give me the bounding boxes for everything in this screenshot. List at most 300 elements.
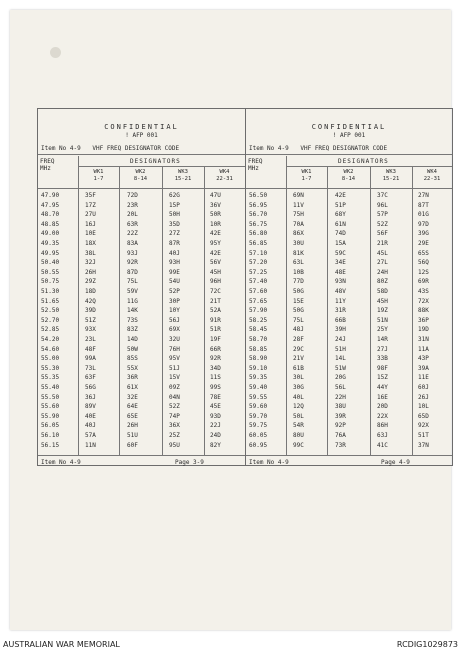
designator-cell: 54R bbox=[293, 422, 304, 430]
designator-cell: 77D bbox=[293, 278, 304, 286]
right-footer-item: Item No 4-9 bbox=[249, 459, 289, 466]
designator-cell: 50H bbox=[169, 211, 180, 219]
week-label: WK4 bbox=[219, 169, 230, 175]
designator-cell: 96L bbox=[377, 201, 388, 209]
designator-cell: 74P bbox=[169, 412, 180, 420]
designator-cell: 38L bbox=[85, 249, 96, 257]
frequency-cell: 59.60 bbox=[249, 403, 268, 411]
designator-cell: 11N bbox=[85, 441, 96, 449]
freq-unit-label: MHz bbox=[248, 165, 259, 172]
designator-cell: 92R bbox=[127, 259, 138, 267]
frequency-cell: 59.35 bbox=[249, 374, 268, 382]
designator-cell: 36R bbox=[127, 374, 138, 382]
frequency-cell: 55.00 bbox=[41, 355, 60, 363]
designator-cell: 11Y bbox=[335, 297, 346, 305]
week-label: WK2 bbox=[135, 169, 146, 175]
designator-cell: 81K bbox=[293, 249, 304, 257]
designator-cell: 56J bbox=[169, 316, 180, 324]
designator-cell: 50R bbox=[210, 211, 221, 219]
designator-cell: 97D bbox=[418, 220, 429, 228]
designator-cell: 51H bbox=[335, 345, 346, 353]
designator-cell: 14K bbox=[127, 307, 138, 315]
designator-cell: 56V bbox=[210, 259, 221, 267]
designator-cell: 54U bbox=[169, 278, 180, 286]
frequency-cell: 58.45 bbox=[249, 326, 268, 334]
designator-cell: 26H bbox=[85, 268, 96, 276]
designator-cell: 14D bbox=[127, 336, 138, 343]
designator-cell: 39A bbox=[418, 364, 429, 372]
designator-cell: 50W bbox=[127, 345, 138, 353]
designator-cell: 72D bbox=[127, 192, 138, 199]
designator-cell: 99E bbox=[169, 268, 180, 276]
designator-cell: 29C bbox=[293, 345, 304, 353]
designator-cell: 87T bbox=[418, 201, 429, 209]
designator-cell: 66R bbox=[210, 345, 221, 353]
designator-cell: 80U bbox=[293, 432, 304, 439]
frequency-cell: 49.35 bbox=[41, 240, 60, 247]
designator-cell: 82Y bbox=[210, 441, 221, 449]
designator-cell: 45L bbox=[377, 249, 388, 257]
designator-cell: 10L bbox=[418, 403, 429, 411]
frequency-cell: 59.40 bbox=[249, 384, 268, 391]
frequency-cell: 48.70 bbox=[41, 211, 60, 219]
designator-cell: 12S bbox=[418, 268, 429, 276]
designator-cell: 35D bbox=[169, 220, 180, 228]
designator-cell: 29Z bbox=[85, 278, 96, 286]
freq-header bbox=[248, 158, 262, 172]
freq-header-label: FREQ bbox=[40, 158, 55, 165]
week-days: 8-14 bbox=[133, 176, 148, 182]
designator-cell: 19Z bbox=[377, 307, 388, 315]
designator-cell: 15P bbox=[169, 201, 180, 209]
designator-cell: 39D bbox=[85, 307, 96, 315]
designator-cell: 10R bbox=[210, 220, 221, 228]
frequency-cell: 51.65 bbox=[41, 297, 60, 305]
designator-cell: 56F bbox=[377, 230, 388, 238]
designator-cell: 44Y bbox=[377, 384, 388, 391]
designator-cell: 18X bbox=[85, 240, 96, 247]
item-label: Item No 4-9 bbox=[249, 145, 289, 152]
designator-cell: 91R bbox=[210, 316, 221, 324]
week-days: 15-21 bbox=[382, 176, 400, 182]
designator-cell: 19F bbox=[210, 336, 221, 343]
right-page-number: Page 4-9 bbox=[381, 459, 410, 466]
designator-cell: 50G bbox=[293, 288, 304, 295]
designator-cell: 27U bbox=[85, 211, 96, 219]
designator-cell: 38U bbox=[335, 403, 346, 411]
week-header bbox=[204, 169, 245, 183]
week-days: 1-7 bbox=[93, 176, 104, 182]
frequency-cell: 50.40 bbox=[41, 259, 60, 267]
designator-cell: 51N bbox=[377, 316, 388, 324]
designator-cell: 87R bbox=[169, 240, 180, 247]
designator-cell: 93N bbox=[335, 278, 346, 286]
designators-header: DESIGNATORS bbox=[338, 158, 389, 165]
designator-cell: 45E bbox=[210, 403, 221, 411]
designator-cell: 25Z bbox=[169, 432, 180, 439]
designator-cell: 93X bbox=[85, 326, 96, 334]
designator-cell: 51P bbox=[335, 201, 346, 209]
designator-cell: 30P bbox=[169, 297, 180, 305]
designator-cell: 15E bbox=[293, 297, 304, 305]
designator-cell: 62G bbox=[169, 192, 180, 199]
frequency-cell: 56.05 bbox=[41, 422, 60, 430]
designator-cell: 68Y bbox=[335, 211, 346, 219]
designator-cell: 37N bbox=[418, 441, 429, 449]
designator-cell: 01G bbox=[418, 211, 429, 219]
week-header bbox=[327, 169, 370, 183]
frequency-cell: 56.95 bbox=[249, 201, 268, 209]
freq-unit-label: MHz bbox=[40, 165, 51, 172]
designator-cell: 55X bbox=[127, 364, 138, 372]
classification-label: CONFIDENTIAL bbox=[104, 123, 179, 131]
designator-cell: 20L bbox=[127, 211, 138, 219]
designator-cell: 75H bbox=[293, 211, 304, 219]
designator-cell: 33B bbox=[377, 355, 388, 363]
designator-cell: 52Z bbox=[377, 220, 388, 228]
designator-cell: 09Z bbox=[169, 384, 180, 391]
designator-cell: 16J bbox=[85, 220, 96, 228]
designator-cell: 56G bbox=[85, 384, 96, 391]
designator-cell: 47U bbox=[210, 192, 221, 199]
designator-cell: 95V bbox=[169, 355, 180, 363]
designator-cell: 63J bbox=[377, 432, 388, 439]
designator-cell: 21R bbox=[377, 240, 388, 247]
designator-cell: 65D bbox=[418, 412, 429, 420]
week-header bbox=[162, 169, 204, 183]
left-table bbox=[38, 109, 246, 465]
designator-cell: 98F bbox=[377, 364, 388, 372]
designator-cell: 22H bbox=[335, 393, 346, 401]
designator-cell: 59V bbox=[127, 288, 138, 295]
designator-cell: 10B bbox=[293, 268, 304, 276]
designator-cell: 52Z bbox=[169, 403, 180, 411]
code-title: VHF FREQ DESIGNATOR CODE bbox=[300, 145, 388, 152]
designator-cell: 37C bbox=[377, 192, 388, 199]
archive-reference: RCDIG1029873 bbox=[396, 640, 458, 649]
designator-cell: 32J bbox=[85, 259, 96, 267]
item-label: Item No 4-9 bbox=[41, 145, 81, 152]
designator-cell: 69X bbox=[169, 326, 180, 334]
designator-cell: 73L bbox=[85, 364, 96, 372]
frequency-cell: 55.30 bbox=[41, 364, 60, 372]
week-days: 8-14 bbox=[341, 176, 356, 182]
designator-cell: 10E bbox=[85, 230, 96, 238]
left-page-number: Page 3-9 bbox=[175, 459, 204, 466]
designator-cell: 16E bbox=[377, 393, 388, 401]
frequency-cell: 57.10 bbox=[249, 249, 268, 257]
designator-cell: 65S bbox=[418, 249, 429, 257]
designator-cell: 99C bbox=[293, 441, 304, 449]
week-label: WK4 bbox=[427, 169, 437, 175]
designator-cell: 22X bbox=[377, 412, 388, 420]
designator-cell: 11S bbox=[210, 374, 221, 382]
designator-cell: 20D bbox=[377, 403, 388, 411]
frequency-cell: 55.50 bbox=[41, 393, 60, 401]
designator-cell: 83Z bbox=[127, 326, 138, 334]
designator-cell: 31R bbox=[335, 307, 346, 315]
designator-cell: 83A bbox=[127, 240, 138, 247]
designator-cell: 40E bbox=[85, 412, 96, 420]
designator-cell: 42E bbox=[210, 249, 221, 257]
reference-label: ! AFP 001 bbox=[125, 132, 158, 139]
designator-cell: 21T bbox=[210, 297, 221, 305]
designator-cell: 42E bbox=[210, 230, 221, 238]
right-table bbox=[246, 109, 452, 465]
frequency-cell: 59.75 bbox=[249, 422, 268, 430]
week-label: WK1 bbox=[93, 169, 104, 175]
designator-cell: 51T bbox=[418, 432, 429, 439]
designator-cell: 34E bbox=[335, 259, 346, 267]
frequency-cell: 57.20 bbox=[249, 259, 268, 267]
designator-cell: 30L bbox=[293, 374, 304, 382]
designator-cell: 15A bbox=[335, 240, 346, 247]
designator-cell: 61N bbox=[335, 220, 346, 228]
designator-cell: 28F bbox=[293, 336, 304, 343]
designator-cell: 48V bbox=[335, 288, 346, 295]
frequency-cell: 55.40 bbox=[41, 384, 60, 391]
designator-cell: 22Z bbox=[127, 230, 138, 238]
designator-cell: 18D bbox=[85, 288, 96, 295]
designator-cell: 65E bbox=[127, 412, 138, 420]
designator-cell: 72C bbox=[210, 288, 221, 295]
designator-cell: 61B bbox=[293, 364, 304, 372]
designator-cell: 22J bbox=[210, 422, 221, 430]
designator-cell: 48J bbox=[293, 326, 304, 334]
designator-cell: 75L bbox=[293, 316, 304, 324]
frequency-cell: 52.85 bbox=[41, 326, 60, 334]
punch-hole bbox=[50, 47, 61, 58]
designator-cell: 50L bbox=[293, 412, 304, 420]
frequency-cell: 56.70 bbox=[249, 211, 268, 219]
designator-cell: 42Q bbox=[85, 297, 96, 305]
designator-cell: 40J bbox=[169, 249, 180, 257]
designator-cell: 75L bbox=[127, 278, 138, 286]
designator-cell: 30G bbox=[293, 384, 304, 391]
frequency-cell: 56.85 bbox=[249, 240, 268, 247]
designator-cell: 48F bbox=[85, 345, 96, 353]
designator-cell: 43P bbox=[418, 355, 429, 363]
frequency-cell: 47.90 bbox=[41, 192, 60, 199]
week-days: 15-21 bbox=[174, 176, 192, 182]
designator-cell: 66B bbox=[335, 316, 346, 324]
frequency-cell: 50.55 bbox=[41, 268, 60, 276]
week-label: WK3 bbox=[386, 169, 396, 175]
designator-cell: 73R bbox=[335, 441, 346, 449]
designator-cell: 21V bbox=[293, 355, 304, 363]
week-days: 22-31 bbox=[423, 176, 441, 182]
reference-label: ! AFP 001 bbox=[332, 132, 366, 139]
designator-cell: 42E bbox=[335, 192, 346, 199]
designator-cell: 93H bbox=[169, 259, 180, 267]
designator-cell: 32U bbox=[169, 336, 180, 343]
designator-cell: 39H bbox=[335, 326, 346, 334]
designator-cell: 57P bbox=[377, 211, 388, 219]
designator-cell: 99S bbox=[210, 384, 221, 391]
designator-cell: 92R bbox=[210, 355, 221, 363]
designator-cell: 52A bbox=[210, 307, 221, 315]
item-title bbox=[41, 145, 179, 152]
designator-cell: 48E bbox=[335, 268, 346, 276]
designator-cell: 11E bbox=[418, 374, 429, 382]
designator-cell: 40J bbox=[85, 422, 96, 430]
designator-cell: 99A bbox=[85, 355, 96, 363]
frequency-cell: 56.80 bbox=[249, 230, 268, 238]
designator-cell: 14L bbox=[335, 355, 346, 363]
designator-cell: 78E bbox=[210, 393, 221, 401]
designator-cell: 69R bbox=[418, 278, 429, 286]
frequency-cell: 59.55 bbox=[249, 393, 268, 401]
designator-cell: 64E bbox=[127, 403, 138, 411]
designator-cell: 80Z bbox=[377, 278, 388, 286]
week-days: 22-31 bbox=[216, 176, 233, 182]
designator-cell: 11A bbox=[418, 345, 429, 353]
designator-cell: 86X bbox=[293, 230, 304, 238]
designator-cell: 36J bbox=[85, 393, 96, 401]
designator-cell: 51U bbox=[127, 432, 138, 439]
frequency-table-frame bbox=[37, 108, 453, 466]
designator-cell: 34D bbox=[210, 364, 221, 372]
designator-cell: 27J bbox=[377, 345, 388, 353]
designator-cell: 76H bbox=[169, 345, 180, 353]
designator-cell: 27Z bbox=[169, 230, 180, 238]
designator-cell: 39R bbox=[335, 412, 346, 420]
frequency-cell: 52.50 bbox=[41, 307, 60, 315]
designator-cell: 70A bbox=[293, 220, 304, 228]
designator-cell: 92P bbox=[335, 422, 346, 430]
designator-cell: 17Z bbox=[85, 201, 96, 209]
designator-cell: 51Z bbox=[85, 316, 96, 324]
designator-cell: 76A bbox=[335, 432, 346, 439]
frequency-cell: 60.95 bbox=[249, 441, 268, 449]
designator-cell: 96H bbox=[210, 278, 221, 286]
designator-cell: 43S bbox=[418, 288, 429, 295]
week-label: WK3 bbox=[178, 169, 188, 175]
designator-cell: 27L bbox=[377, 259, 388, 267]
designator-cell: 60J bbox=[418, 384, 429, 391]
designator-cell: 39G bbox=[418, 230, 429, 238]
frequency-cell: 54.60 bbox=[41, 345, 60, 353]
frequency-cell: 57.25 bbox=[249, 268, 268, 276]
designator-cell: 61X bbox=[127, 384, 138, 391]
designator-cell: 36X bbox=[169, 422, 180, 430]
designator-cell: 36P bbox=[418, 316, 429, 324]
frequency-cell: 56.10 bbox=[41, 432, 60, 439]
designator-cell: 92X bbox=[418, 422, 429, 430]
week-label: WK1 bbox=[301, 169, 312, 175]
designator-cell: 35F bbox=[85, 192, 96, 199]
designator-cell: 72X bbox=[418, 297, 429, 305]
designator-cell: 56Q bbox=[418, 259, 429, 267]
designator-cell: 32E bbox=[127, 393, 138, 401]
classification-label: CONFIDENTIAL bbox=[311, 123, 387, 131]
frequency-cell: 55.90 bbox=[41, 412, 60, 420]
designator-cell: 73S bbox=[127, 316, 138, 324]
designator-cell: 50G bbox=[293, 307, 304, 315]
frequency-cell: 56.50 bbox=[249, 192, 268, 199]
designator-cell: 26H bbox=[127, 422, 138, 430]
designator-cell: 95U bbox=[169, 441, 180, 449]
designator-cell: 52P bbox=[169, 288, 180, 295]
designator-cell: 04N bbox=[169, 393, 180, 401]
designator-cell: 59C bbox=[335, 249, 346, 257]
designator-cell: 12Q bbox=[293, 403, 304, 411]
designator-cell: 74D bbox=[335, 230, 346, 238]
designator-cell: 86H bbox=[377, 422, 388, 430]
item-title bbox=[249, 145, 387, 152]
designator-cell: 95Y bbox=[210, 240, 221, 247]
week-header bbox=[286, 169, 327, 183]
designator-cell: 51W bbox=[335, 364, 346, 372]
document-page bbox=[10, 10, 451, 630]
designator-cell: 89V bbox=[85, 403, 96, 411]
designator-cell: 45H bbox=[377, 297, 388, 305]
frequency-cell: 58.90 bbox=[249, 355, 268, 363]
designator-cell: 93D bbox=[210, 412, 221, 420]
week-days: 1-7 bbox=[301, 176, 312, 182]
designator-cell: 11V bbox=[293, 201, 304, 209]
frequency-cell: 58.25 bbox=[249, 316, 268, 324]
week-label: WK2 bbox=[343, 169, 354, 175]
left-footer-item: Item No 4-9 bbox=[41, 459, 81, 466]
frequency-cell: 50.75 bbox=[41, 278, 60, 286]
frequency-cell: 48.85 bbox=[41, 220, 60, 228]
designator-cell: 60F bbox=[127, 441, 138, 449]
designator-cell: 24D bbox=[210, 432, 221, 439]
week-header bbox=[78, 169, 119, 183]
week-header bbox=[412, 169, 452, 183]
designator-cell: 63F bbox=[85, 374, 96, 382]
designator-cell: 36V bbox=[210, 201, 221, 209]
frequency-cell: 54.20 bbox=[41, 336, 60, 343]
frequency-cell: 56.15 bbox=[41, 441, 60, 449]
frequency-cell: 49.95 bbox=[41, 249, 60, 257]
designator-cell: 63R bbox=[127, 220, 138, 228]
designator-cell: 56L bbox=[335, 384, 346, 391]
designator-cell: 45H bbox=[210, 268, 221, 276]
designator-cell: 87D bbox=[127, 268, 138, 276]
designator-cell: 14R bbox=[377, 336, 388, 343]
designator-cell: 88K bbox=[418, 307, 429, 315]
designator-cell: 58D bbox=[377, 288, 388, 295]
frequency-cell: 47.95 bbox=[41, 201, 60, 209]
designator-cell: 15V bbox=[169, 374, 180, 382]
frequency-cell: 57.90 bbox=[249, 307, 268, 315]
designator-cell: 24H bbox=[377, 268, 388, 276]
frequency-cell: 58.85 bbox=[249, 345, 268, 353]
frequency-cell: 49.00 bbox=[41, 230, 60, 238]
designator-cell: 41C bbox=[377, 441, 388, 449]
frequency-cell: 59.10 bbox=[249, 364, 268, 372]
designator-cell: 29E bbox=[418, 240, 429, 247]
designators-header: DESIGNATORS bbox=[130, 158, 181, 165]
designator-cell: 23R bbox=[127, 201, 138, 209]
designator-cell: 51R bbox=[210, 326, 221, 334]
designator-cell: 93J bbox=[127, 249, 138, 257]
designator-cell: 19D bbox=[418, 326, 429, 334]
frequency-cell: 57.65 bbox=[249, 297, 268, 305]
designator-cell: 20G bbox=[335, 374, 346, 382]
designator-cell: 57A bbox=[85, 432, 96, 439]
frequency-cell: 57.40 bbox=[249, 278, 268, 286]
designator-cell: 63L bbox=[293, 259, 304, 267]
designator-cell: 15Z bbox=[377, 374, 388, 382]
frequency-cell: 55.60 bbox=[41, 403, 60, 411]
archive-name: AUSTRALIAN WAR MEMORIAL bbox=[3, 640, 120, 649]
designator-cell: 69N bbox=[293, 192, 304, 199]
frequency-cell: 57.60 bbox=[249, 288, 268, 295]
freq-header-label: FREQ bbox=[248, 158, 263, 165]
